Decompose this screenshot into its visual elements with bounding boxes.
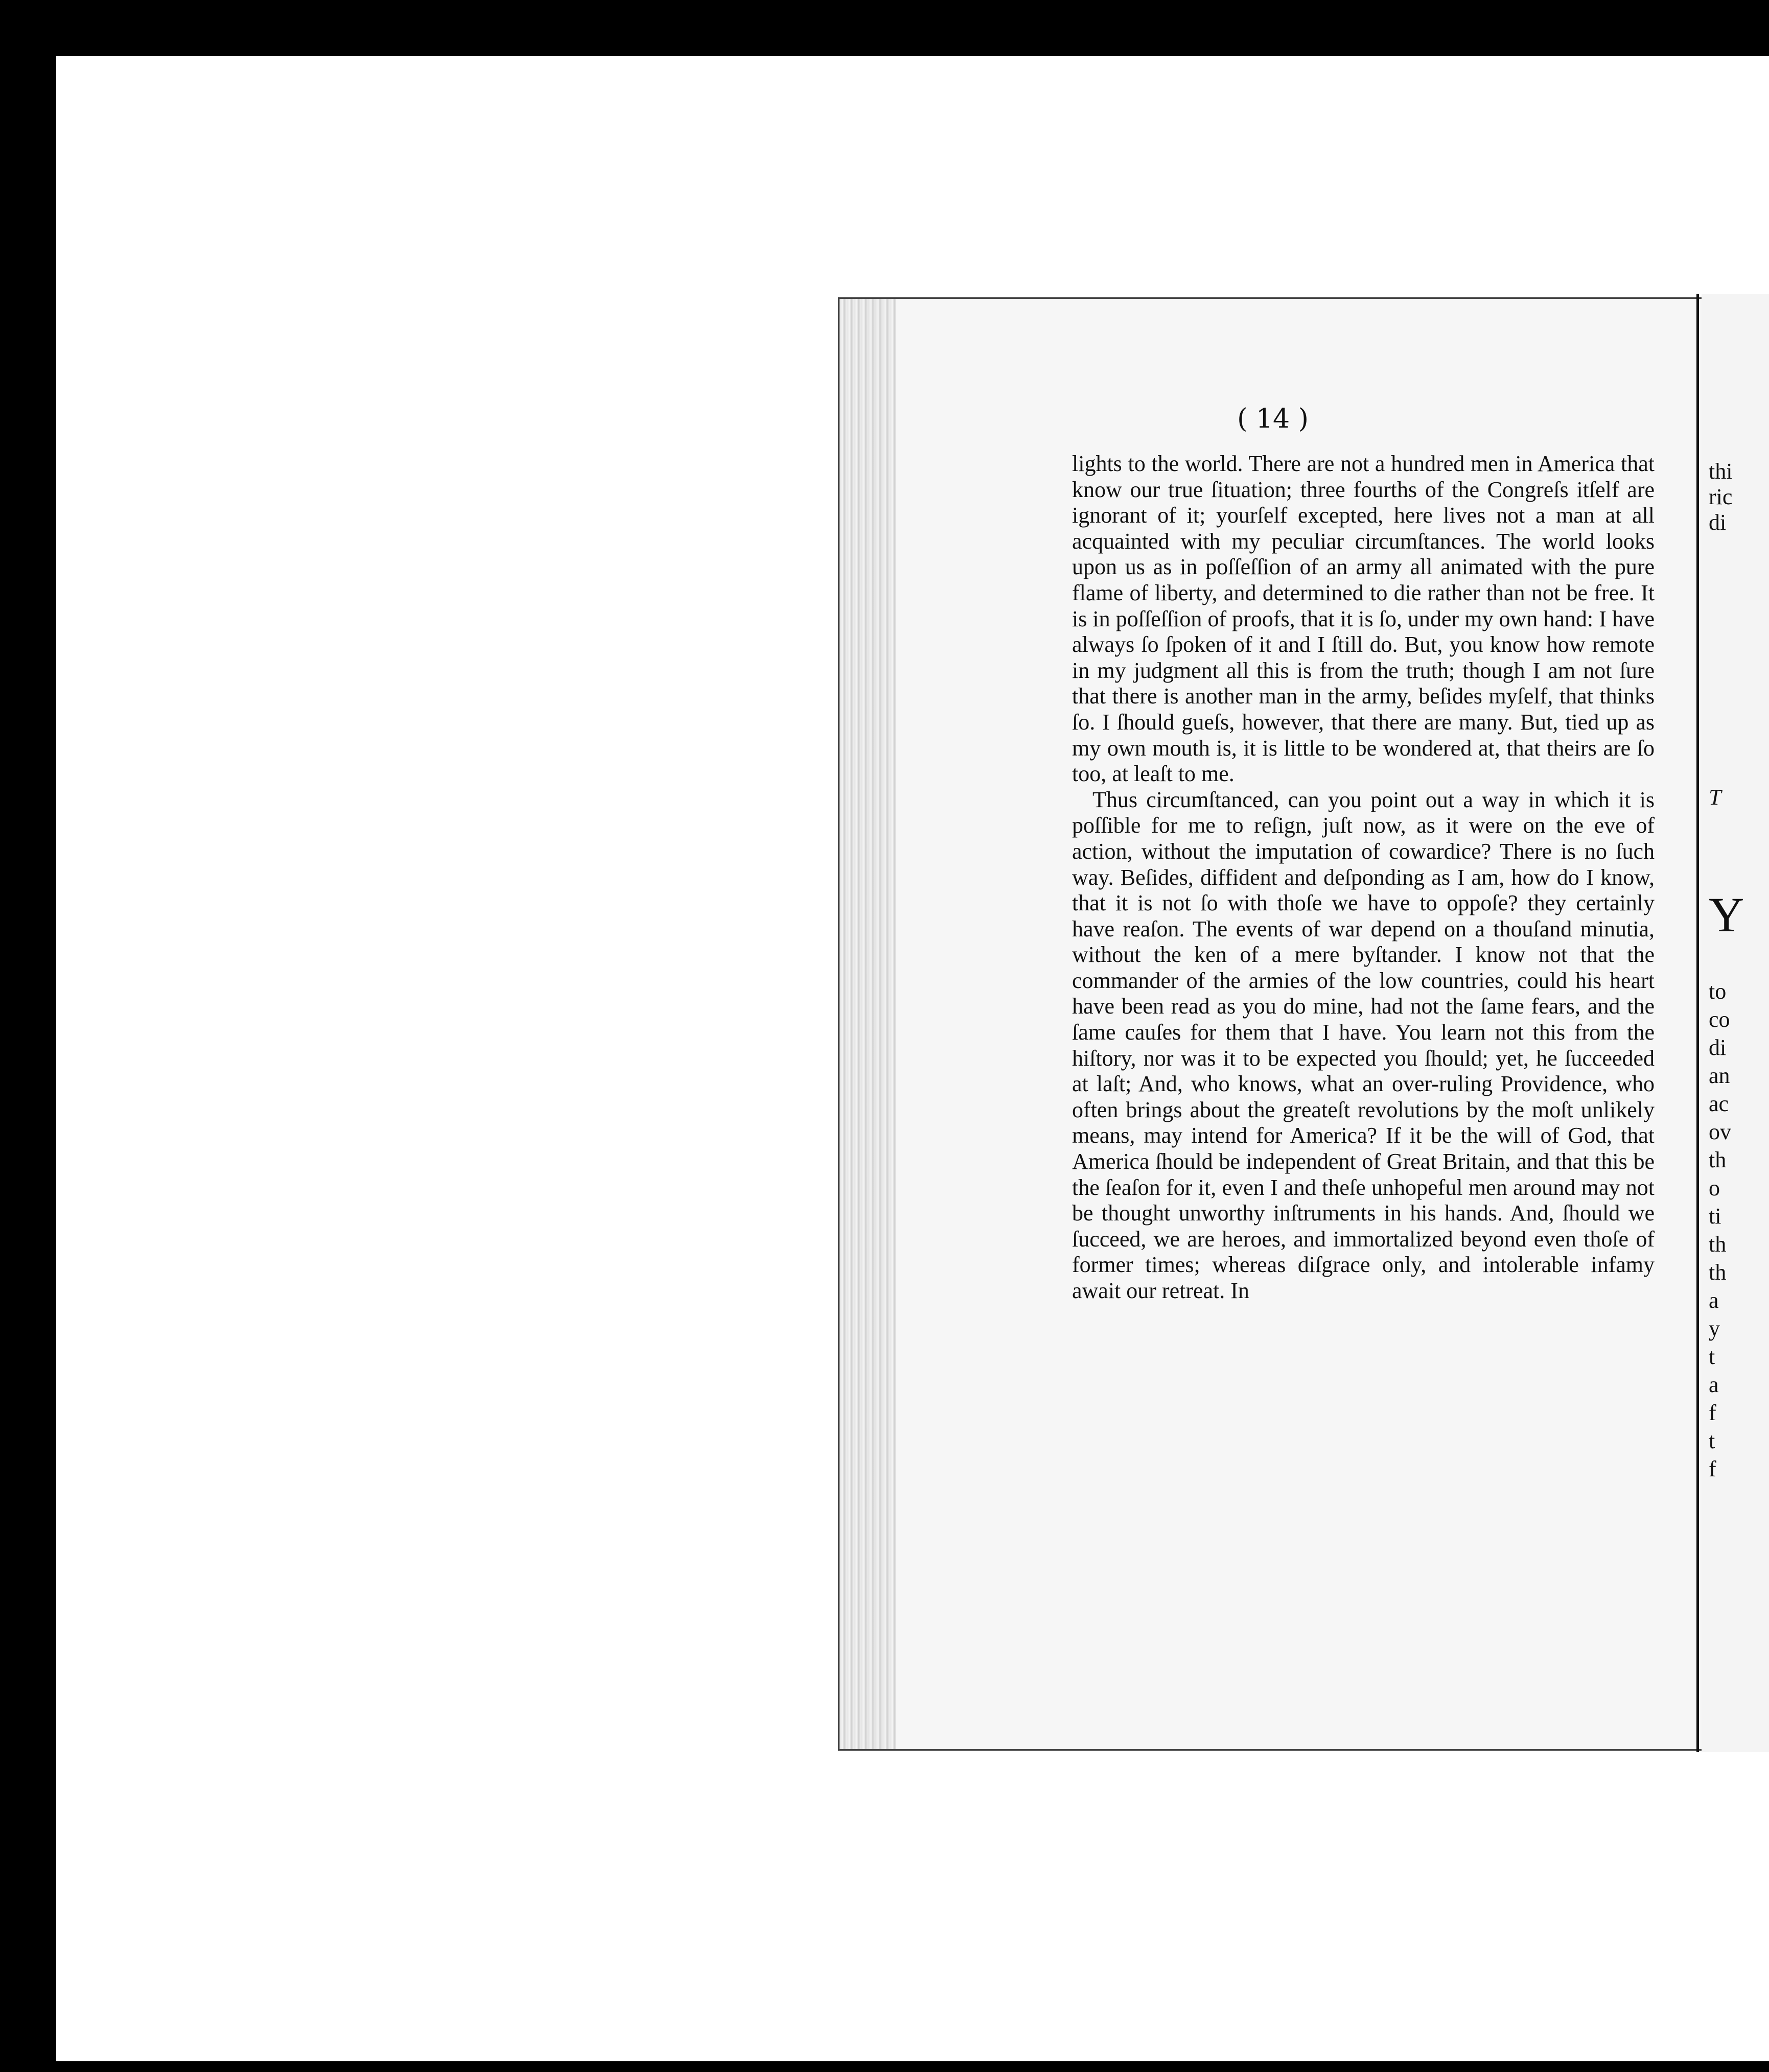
fragment-drop-cap: Y [1709, 887, 1744, 942]
page-body-text [1072, 451, 1655, 1304]
fragment-line: a [1709, 1288, 1719, 1313]
scan-bottom-border [0, 2061, 1769, 2072]
fragment-line: f [1709, 1456, 1716, 1481]
fragment-line: o [1709, 1175, 1720, 1200]
fragment-line: co [1709, 1007, 1730, 1032]
fragment-line: t [1709, 1428, 1715, 1453]
fragment-line: a [1709, 1372, 1719, 1397]
fragment-line: ac [1709, 1091, 1729, 1116]
page-edge-stack [840, 299, 896, 1749]
book-page-left [838, 297, 1708, 1751]
fragment-line: di [1709, 1035, 1727, 1060]
page-number: ( 14 ) [1237, 404, 1309, 434]
fragment-line: th [1709, 1147, 1727, 1172]
book-gutter-line [1696, 294, 1699, 1752]
fragment-line: di [1709, 510, 1727, 535]
fragment-line: ov [1709, 1119, 1731, 1144]
fragment-line: to [1709, 979, 1727, 1004]
fragment-line: th [1709, 1260, 1727, 1285]
fragment-line: T [1709, 785, 1721, 810]
fragment-line: f [1709, 1400, 1716, 1425]
fragment-line: thi [1709, 459, 1733, 484]
fragment-line: th [1709, 1232, 1727, 1257]
fragment-line: t [1709, 1344, 1715, 1369]
book-page-right-cropped [1702, 294, 1769, 1752]
fragment-line: an [1709, 1063, 1730, 1088]
fragment-line: y [1709, 1316, 1720, 1341]
scan-left-border [0, 0, 6, 2072]
paragraph-1: lights to the world. There are not a hundred men in America that know our true ſituation; three fourths of the Congreſs itſelf are ignorant of it; yourſelf excepted, here lives not a man at all acquainted with my peculiar circumſtances. The world looks upon us as in poſſeſſion of an army all animated with the pure flame of liberty, and determined to die rather than not be free. It is in poſſeſſion of proofs, that it is ſo, under my own hand: I have always ſo ſpoken of it and I ſtill do. But, you know how remote in my judgment all this is from the truth; though I am not ſure that there is another man in the army, beſides myſelf, that thinks ſo. I ſhould gueſs, however, that there are many. But, tied up as my own mouth is, it is little to be wondered at, that theirs are ſo too, at leaſt to me. [1072, 451, 1655, 787]
paragraph-2: Thus circumſtanced, can you point out a way in which it is poſſible for me to reſign, juſt now, as it were on the eve of action, without the imputation of cowardice? There is no ſuch way. Beſides, diffident and deſponding as I am, how do I know, that it is not ſo with thoſe we have to oppoſe? they certainly have reaſon. The events of war depend on a thouſand minutia, without the ken of a mere byſtander. I know not that the commander of the armies of the low countries, could his heart have been read as you do mine, had not the ſame fears, and the ſame cauſes for them that I have. You learn not this from the hiſtory, nor was it to be expected you ſhould; yet, he ſucceeded at laſt; And, who knows, what an over-ruling Providence, who often brings about the greateſt revolutions by the moſt unlikely means, may intend for America? If it be the will of God, that America ſhould be independent of Great Britain, and that this be the ſeaſon for it, even I and theſe unhopeful men around may not be thought unworthy inſtruments in his hands. And, ſhould we ſucceed, we are heroes, and immortalized beyond even thoſe of former times; whereas diſgrace only, and intolerable infamy await our retreat. In [1072, 787, 1655, 1303]
fragment-line: ric [1709, 484, 1733, 509]
fragment-line: ti [1709, 1204, 1721, 1229]
